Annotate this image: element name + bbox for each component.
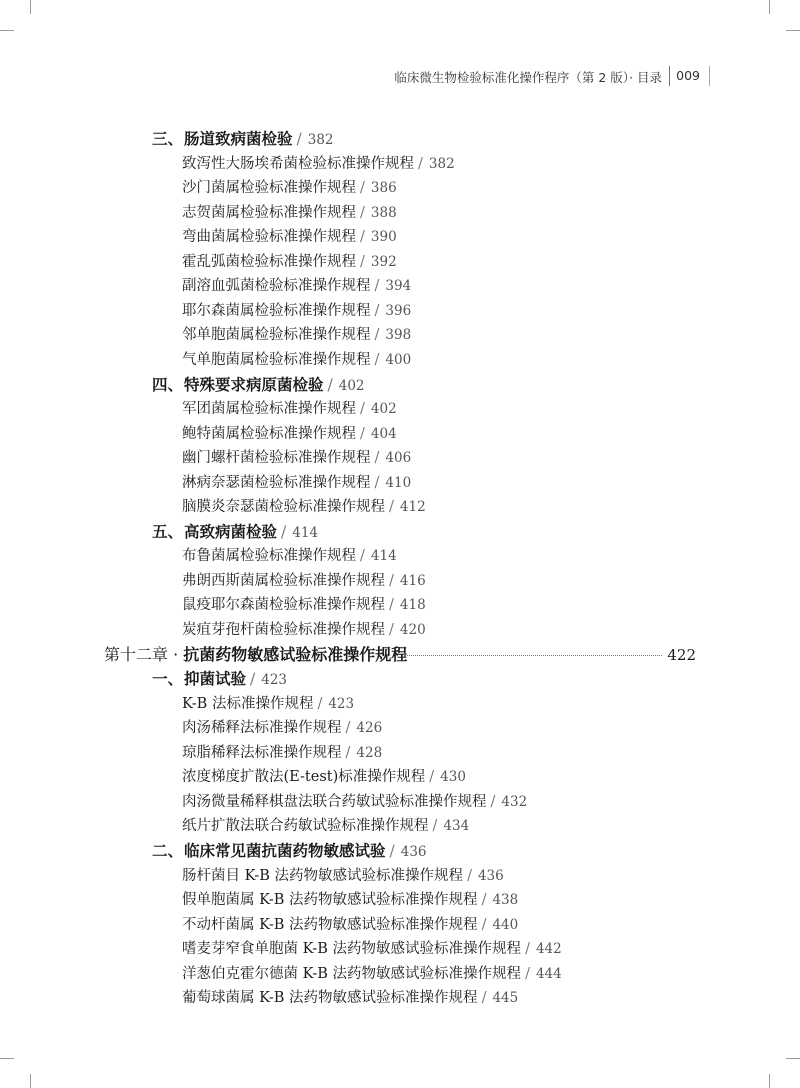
entry-page-number: 402 [338, 377, 365, 394]
entry-page-number: 442 [535, 941, 562, 958]
toc-item-entry [182, 250, 397, 274]
toc-chapter-entry [104, 643, 696, 667]
item-title: 鲍特菌属检验标准操作规程 [182, 425, 356, 442]
entry-page-number: 392 [370, 253, 397, 270]
section-number: 五、 [152, 522, 184, 541]
entry-page-number: 423 [328, 695, 355, 712]
entry-page-number: 432 [501, 793, 528, 810]
toc-item-entry [182, 397, 397, 421]
item-title: 琼脂稀释法标准操作规程 [182, 744, 342, 761]
item-title: 假单胞菌属 K-B 法药物敏感试验标准操作规程 [182, 892, 478, 909]
page-separator: / [345, 744, 351, 761]
item-title: 志贺菌属检验标准操作规程 [182, 204, 356, 221]
toc-item-entry [182, 864, 504, 888]
page-separator: / [360, 425, 365, 442]
item-title: 致泻性大肠埃希菌检验标准操作规程 [182, 155, 414, 172]
chapter-label: 第十二章 · [104, 644, 184, 664]
section-number: 一、 [152, 670, 184, 689]
section-title: 临床常见菌抗菌药物敏感试验 [184, 841, 386, 860]
item-title: 弯曲菌属检验标准操作规程 [182, 229, 356, 246]
page-separator: / [525, 965, 530, 982]
toc-item-entry [182, 225, 397, 249]
entry-page-number: 416 [399, 572, 426, 589]
chapter-title: 抗菌药物敏感试验标准操作规程 [183, 644, 408, 664]
page-separator: / [389, 499, 394, 516]
page-separator: / [360, 180, 365, 197]
entry-page-number: 394 [385, 278, 412, 295]
page-separator: / [327, 375, 333, 394]
toc-item-entry [182, 569, 426, 593]
entry-page-number: 398 [385, 327, 412, 344]
page-separator: / [360, 548, 365, 565]
item-title: 布鲁菌属检验标准操作规程 [182, 548, 356, 565]
toc-item-entry [182, 201, 397, 225]
page-separator: / [389, 597, 394, 614]
page-separator: / [481, 990, 487, 1007]
toc-item-entry [182, 692, 354, 716]
toc-item-entry [182, 446, 411, 470]
crop-mark [30, 1074, 31, 1088]
item-title: 洋葱伯克霍尔德菌 K-B 法药物敏感试验标准操作规程 [182, 965, 522, 982]
section-number: 二、 [152, 841, 184, 860]
section-title: 高致病菌检验 [184, 522, 278, 541]
item-title: 肉汤稀释法标准操作规程 [182, 720, 342, 737]
crop-mark [769, 1074, 770, 1088]
entry-page-number: 438 [492, 892, 519, 909]
page-separator: / [389, 622, 394, 638]
toc-item-entry [182, 176, 397, 200]
section-number: 三、 [152, 130, 184, 148]
item-title: 葡萄球菌属 K-B 法药物敏感试验标准操作规程 [182, 990, 478, 1007]
entry-page-number: 382 [428, 155, 455, 172]
crop-mark [769, 0, 770, 14]
toc-item-entry [182, 962, 562, 986]
toc-section-entry [152, 839, 427, 863]
toc-item-entry [182, 618, 426, 642]
page-separator: / [374, 450, 380, 467]
toc-section-entry [152, 667, 287, 691]
running-header-title: 临床微生物检验标准化操作程序（第 2 版）· 目录 [394, 70, 662, 85]
section-title: 特殊要求病原菌检验 [184, 375, 324, 394]
item-title: 气单胞菌属检验标准操作规程 [182, 351, 371, 368]
entry-page-number: 412 [399, 499, 426, 516]
item-title: 不动杆菌属 K-B 法药物敏感试验标准操作规程 [182, 916, 478, 933]
page-separator: / [250, 670, 256, 689]
page-separator: / [360, 401, 365, 418]
toc-item-entry [182, 323, 411, 347]
item-title: 耶尔森菌属检验标准操作规程 [182, 302, 371, 319]
toc-item-entry [182, 471, 411, 495]
item-title: 鼠疫耶尔森菌检验标准操作规程 [182, 597, 385, 614]
page-separator: / [360, 204, 365, 221]
page-number: 009 [676, 68, 700, 83]
toc-item-entry [182, 152, 455, 176]
toc-item-entry [182, 544, 397, 568]
entry-page-number: 414 [370, 548, 397, 565]
page-separator: / [374, 327, 380, 344]
page-separator: / [467, 867, 472, 884]
header-divider [669, 66, 670, 86]
item-title: 沙门菌属检验标准操作规程 [182, 180, 356, 197]
entry-page-number: 423 [261, 672, 288, 689]
item-title: 邻单胞菌属检验标准操作规程 [182, 327, 371, 344]
page-separator: / [389, 841, 395, 860]
entry-page-number: 390 [370, 229, 397, 246]
entry-page-number: 406 [385, 450, 412, 467]
section-number: 四、 [152, 375, 184, 394]
page-separator: / [317, 695, 323, 712]
page-separator: / [360, 253, 365, 270]
page-separator: / [481, 916, 487, 933]
entry-page-number: 382 [307, 132, 334, 148]
page-separator: / [281, 522, 287, 541]
entry-page-number: 404 [370, 425, 397, 442]
item-title: 幽门螺杆菌检验标准操作规程 [182, 450, 371, 467]
section-title: 抑菌试验 [184, 670, 247, 689]
section-title: 肠道致病菌检验 [184, 130, 293, 148]
entry-page-number: 400 [385, 351, 412, 368]
item-title: 炭疽芽孢杆菌检验标准操作规程 [182, 622, 385, 638]
entry-page-number: 426 [356, 720, 383, 737]
item-title: 浓度梯度扩散法(E-test)标准操作规程 [182, 769, 426, 786]
toc-item-entry [182, 495, 426, 519]
toc-item-entry [182, 716, 382, 740]
page-separator: / [418, 155, 423, 172]
entry-page-number: 436 [477, 867, 504, 884]
page-separator: / [432, 818, 438, 835]
crop-mark [0, 30, 14, 31]
item-title: 嗜麦芽窄食单胞菌 K-B 法药物敏感试验标准操作规程 [182, 941, 522, 958]
entry-page-number: 388 [370, 204, 397, 221]
toc-item-entry [182, 422, 397, 446]
chapter-page-number: 422 [667, 645, 696, 664]
crop-mark [786, 30, 800, 31]
page-separator: / [374, 278, 380, 295]
toc-section-entry [152, 127, 334, 151]
entry-page-number: 414 [292, 524, 319, 541]
entry-page-number: 410 [385, 474, 412, 491]
page-separator: / [360, 229, 365, 246]
item-title: 副溶血弧菌检验标准操作规程 [182, 278, 371, 295]
page-separator: / [374, 474, 380, 491]
header-divider [709, 66, 710, 86]
toc-item-entry [182, 888, 518, 912]
entry-page-number: 434 [443, 818, 470, 835]
item-title: 纸片扩散法联合药敏试验标准操作规程 [182, 818, 429, 835]
page-separator: / [490, 793, 496, 810]
toc-item-entry [182, 348, 411, 372]
item-title: 淋病奈瑟菌检验标准操作规程 [182, 474, 371, 491]
dot-leader [404, 655, 662, 656]
item-title: 军团菌属检验标准操作规程 [182, 401, 356, 418]
item-title: 肉汤微量稀释棋盘法联合药敏试验标准操作规程 [182, 793, 487, 810]
toc-item-entry [182, 790, 527, 814]
page-separator: / [374, 351, 380, 368]
toc-section-entry [152, 520, 318, 544]
entry-page-number: 386 [370, 180, 397, 197]
toc-item-entry [182, 937, 562, 961]
toc-item-entry [182, 593, 426, 617]
item-title: 弗朗西斯菌属检验标准操作规程 [182, 572, 385, 589]
crop-mark [786, 1058, 800, 1059]
entry-page-number: 402 [370, 401, 397, 418]
page-separator: / [429, 769, 435, 786]
toc-item-entry [182, 741, 382, 765]
item-title: K-B 法标准操作规程 [182, 695, 314, 712]
page-separator: / [389, 572, 394, 589]
toc-item-entry [182, 814, 469, 838]
entry-page-number: 396 [385, 302, 412, 319]
entry-page-number: 428 [356, 744, 383, 761]
toc-item-entry [182, 986, 518, 1010]
item-title: 肠杆菌目 K-B 法药物敏感试验标准操作规程 [182, 867, 464, 884]
running-header [0, 66, 710, 88]
toc-item-entry [182, 299, 411, 323]
page-separator: / [481, 892, 487, 909]
toc-item-entry [182, 913, 518, 937]
toc-section-entry [152, 373, 365, 397]
entry-page-number: 430 [440, 769, 466, 786]
entry-page-number: 420 [399, 622, 426, 638]
page-separator: / [296, 130, 302, 148]
item-title: 霍乱弧菌检验标准操作规程 [182, 253, 356, 270]
entry-page-number: 444 [535, 965, 562, 982]
page-separator: / [345, 720, 351, 737]
entry-page-number: 445 [492, 990, 519, 1007]
page-separator: / [525, 941, 530, 958]
toc-item-entry [182, 274, 411, 298]
entry-page-number: 440 [492, 916, 519, 933]
toc-item-entry [182, 765, 466, 789]
crop-mark [0, 1058, 14, 1059]
page-separator: / [374, 302, 380, 319]
entry-page-number: 436 [400, 843, 427, 860]
crop-mark [30, 0, 31, 14]
item-title: 脑膜炎奈瑟菌检验标准操作规程 [182, 499, 385, 516]
entry-page-number: 418 [399, 597, 426, 614]
